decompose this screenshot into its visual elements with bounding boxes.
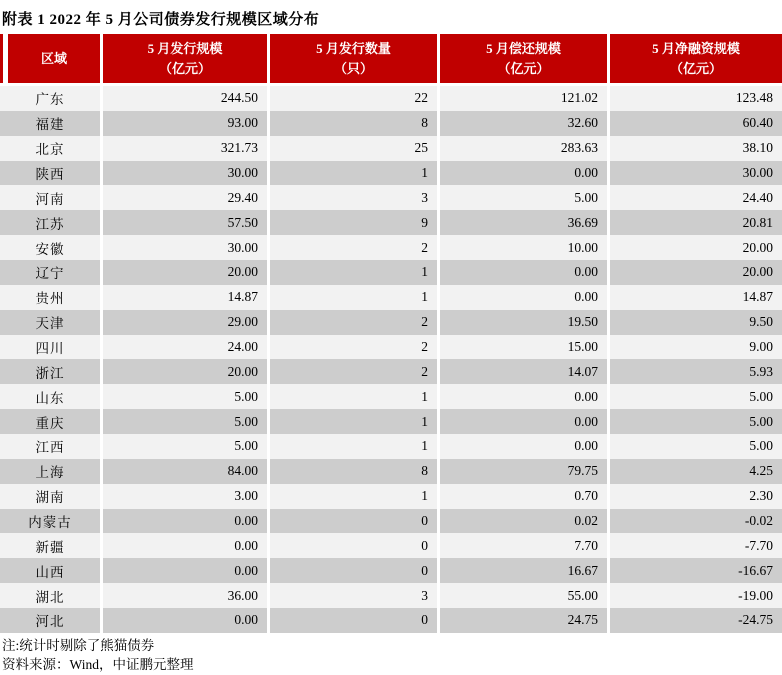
value-cell: 5.00 (103, 384, 270, 409)
region-cell: 天津 (0, 310, 103, 335)
table-row (0, 409, 782, 434)
value-cell: 20.00 (610, 235, 782, 260)
value-cell: 3.00 (103, 484, 270, 509)
value-cell: 14.87 (610, 285, 782, 310)
table-row (0, 285, 782, 310)
value-cell: 24.00 (103, 335, 270, 360)
note-line: 注:统计时剔除了熊猫债券 (2, 637, 155, 653)
value-cell: 0.00 (440, 161, 610, 186)
value-cell: 2 (270, 335, 440, 360)
value-cell: 38.10 (610, 136, 782, 161)
value-cell: 20.00 (610, 260, 782, 285)
table-row (0, 310, 782, 335)
value-cell: 0.00 (103, 533, 270, 558)
table-row (0, 583, 782, 608)
table-row (0, 210, 782, 235)
value-cell: 36.00 (103, 583, 270, 608)
value-cell: 3 (270, 185, 440, 210)
header-edge (0, 34, 3, 83)
value-cell: 0.70 (440, 484, 610, 509)
value-cell: 5.00 (103, 409, 270, 434)
table-row (0, 335, 782, 360)
value-cell: 57.50 (103, 210, 270, 235)
value-cell: 0 (270, 533, 440, 558)
value-cell: 30.00 (103, 235, 270, 260)
value-cell: 0.00 (440, 260, 610, 285)
value-cell: 93.00 (103, 111, 270, 136)
table-row (0, 384, 782, 409)
value-cell: 5.00 (440, 185, 610, 210)
value-cell: 0.00 (103, 608, 270, 633)
value-cell: 2 (270, 235, 440, 260)
value-cell: 1 (270, 260, 440, 285)
value-cell: 2 (270, 359, 440, 384)
value-cell: 25 (270, 136, 440, 161)
value-cell: 9 (270, 210, 440, 235)
value-cell: 5.00 (103, 434, 270, 459)
region-cell: 河南 (0, 185, 103, 210)
value-cell: 5.93 (610, 359, 782, 384)
col-header-line2: （只） (333, 60, 373, 76)
col-header-line2: （亿元） (158, 60, 211, 76)
value-cell: 24.75 (440, 608, 610, 633)
table-row (0, 359, 782, 384)
region-cell: 江西 (0, 434, 103, 459)
col-header-line1: 5 月净融资规模 (652, 40, 740, 56)
value-cell: 0.00 (440, 409, 610, 434)
region-cell: 江苏 (0, 210, 103, 235)
table-row (0, 86, 782, 111)
region-cell: 内蒙古 (0, 509, 103, 534)
value-cell: 4.25 (610, 459, 782, 484)
value-cell: 55.00 (440, 583, 610, 608)
col-header-issue-scale (103, 34, 270, 83)
col-header-line2: （亿元） (669, 60, 722, 76)
value-cell: 121.02 (440, 86, 610, 111)
value-cell: 79.75 (440, 459, 610, 484)
table-row (0, 608, 782, 633)
region-cell: 福建 (0, 111, 103, 136)
table-footnotes (0, 633, 782, 674)
value-cell: 1 (270, 161, 440, 186)
value-cell: 9.50 (610, 310, 782, 335)
value-cell: 10.00 (440, 235, 610, 260)
value-cell: -16.67 (610, 558, 782, 583)
value-cell: 5.00 (610, 434, 782, 459)
region-cell: 广东 (0, 86, 103, 111)
value-cell: -24.75 (610, 608, 782, 633)
region-cell: 上海 (0, 459, 103, 484)
col-header-region-label: 区域 (40, 50, 67, 66)
value-cell: 2.30 (610, 484, 782, 509)
region-cell: 辽宁 (0, 260, 103, 285)
table-row (0, 558, 782, 583)
value-cell: 0.00 (440, 285, 610, 310)
value-cell: 84.00 (103, 459, 270, 484)
value-cell: 36.69 (440, 210, 610, 235)
value-cell: -7.70 (610, 533, 782, 558)
value-cell: 22 (270, 86, 440, 111)
table-row (0, 185, 782, 210)
value-cell: 8 (270, 111, 440, 136)
region-cell: 安徽 (0, 235, 103, 260)
col-header-issue-count (270, 34, 440, 83)
value-cell: 321.73 (103, 136, 270, 161)
value-cell: 3 (270, 583, 440, 608)
col-header-line2: （亿元） (497, 60, 550, 76)
value-cell: 0 (270, 558, 440, 583)
table-row (0, 111, 782, 136)
region-cell: 河北 (0, 608, 103, 633)
value-cell: 5.00 (610, 384, 782, 409)
value-cell: 123.48 (610, 86, 782, 111)
value-cell: 0.00 (103, 509, 270, 534)
region-cell: 山西 (0, 558, 103, 583)
region-cell: 新疆 (0, 533, 103, 558)
value-cell: 244.50 (103, 86, 270, 111)
value-cell: 1 (270, 434, 440, 459)
table-row (0, 260, 782, 285)
col-header-region (8, 34, 103, 83)
region-cell: 北京 (0, 136, 103, 161)
value-cell: 60.40 (610, 111, 782, 136)
table-body (0, 86, 782, 633)
table-row (0, 136, 782, 161)
table-row (0, 484, 782, 509)
value-cell: 30.00 (610, 161, 782, 186)
value-cell: 2 (270, 310, 440, 335)
value-cell: 9.00 (610, 335, 782, 360)
region-cell: 浙江 (0, 359, 103, 384)
value-cell: -0.02 (610, 509, 782, 534)
value-cell: 1 (270, 409, 440, 434)
table-row (0, 533, 782, 558)
value-cell: -19.00 (610, 583, 782, 608)
value-cell: 0.00 (103, 558, 270, 583)
table-row (0, 161, 782, 186)
region-cell: 山东 (0, 384, 103, 409)
value-cell: 7.70 (440, 533, 610, 558)
value-cell: 20.00 (103, 260, 270, 285)
region-cell: 重庆 (0, 409, 103, 434)
value-cell: 15.00 (440, 335, 610, 360)
value-cell: 8 (270, 459, 440, 484)
value-cell: 1 (270, 484, 440, 509)
table-row (0, 509, 782, 534)
value-cell: 5.00 (610, 409, 782, 434)
value-cell: 32.60 (440, 111, 610, 136)
col-header-line1: 5 月发行规模 (147, 40, 223, 56)
region-cell: 湖南 (0, 484, 103, 509)
table-row (0, 459, 782, 484)
col-header-line1: 5 月偿还规模 (486, 40, 561, 56)
col-header-repay-scale (440, 34, 610, 83)
region-cell: 贵州 (0, 285, 103, 310)
value-cell: 30.00 (103, 161, 270, 186)
value-cell: 29.00 (103, 310, 270, 335)
value-cell: 29.40 (103, 185, 270, 210)
value-cell: 0 (270, 509, 440, 534)
value-cell: 1 (270, 285, 440, 310)
table-title: 附表 1 2022 年 5 月公司债券发行规模区域分布 (2, 12, 320, 28)
table-row (0, 434, 782, 459)
value-cell: 283.63 (440, 136, 610, 161)
region-cell: 四川 (0, 335, 103, 360)
region-cell: 湖北 (0, 583, 103, 608)
value-cell: 14.07 (440, 359, 610, 384)
col-header-net-financing (610, 34, 782, 83)
value-cell: 0.00 (440, 384, 610, 409)
value-cell: 19.50 (440, 310, 610, 335)
note-line: 资料来源：Wind，中证鹏元整理 (2, 656, 194, 672)
value-cell: 0 (270, 608, 440, 633)
value-cell: 24.40 (610, 185, 782, 210)
table-header (0, 34, 782, 86)
value-cell: 20.00 (103, 359, 270, 384)
value-cell: 20.81 (610, 210, 782, 235)
col-header-line1: 5 月发行数量 (316, 40, 391, 56)
table-row (0, 235, 782, 260)
value-cell: 16.67 (440, 558, 610, 583)
value-cell: 1 (270, 384, 440, 409)
region-cell: 陕西 (0, 161, 103, 186)
value-cell: 0.00 (440, 434, 610, 459)
value-cell: 0.02 (440, 509, 610, 534)
value-cell: 14.87 (103, 285, 270, 310)
